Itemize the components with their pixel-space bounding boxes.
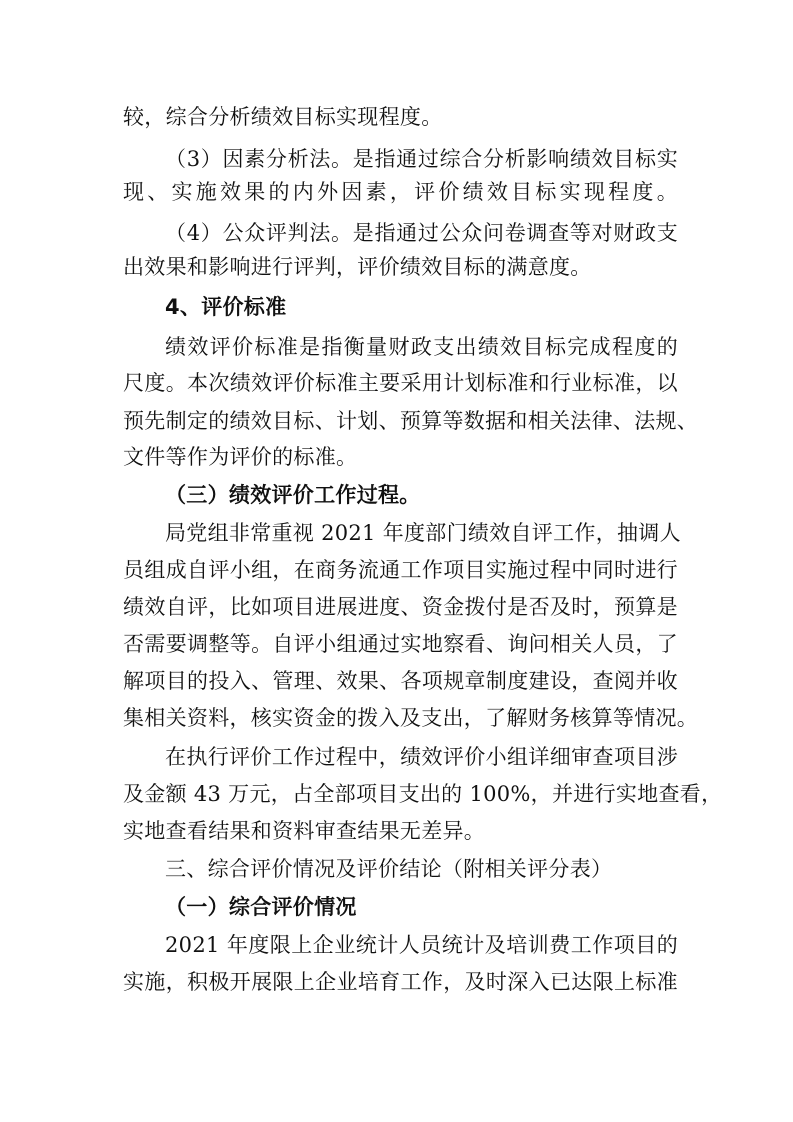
chapter-heading-note: （附相关评分表） [441, 857, 613, 881]
paragraph-line: （4）公众评判法。是指通过公众问卷调查等对财政支 [165, 221, 678, 245]
chapter-heading-title: 三、综合评价情况及评价结论 [165, 857, 442, 881]
paragraph-line: 在执行评价工作过程中，绩效评价小组详细审查项目涉 [165, 745, 678, 769]
paragraph-line: 绩效自评，比如项目进展进度、资金拨付是否及时，预算是 [123, 595, 678, 619]
paragraph-line: 2021 年度限上企业统计人员统计及培训费工作项目的 [165, 933, 678, 957]
paragraph-line: 尺度。本次绩效评价标准主要采用计划标准和行业标准，以 [123, 371, 678, 395]
paragraph-line: 局党组非常重视 2021 年度部门绩效自评工作，抽调人 [165, 521, 681, 545]
paragraph-line: 现、实施效果的内外因素，评价绩效目标实现程度。 [123, 180, 678, 204]
section-heading: （三）绩效评价工作过程。 [165, 483, 421, 507]
paragraph-line: 及金额 43 万元，占全部项目支出的 100%，并进行实地查看， [123, 782, 723, 806]
paragraph-line: 集相关资料，核实资金的拨入及支出，了解财务核算等情况。 [123, 706, 699, 730]
section-heading: 4、评价标准 [165, 295, 287, 319]
paragraph-line: 预先制定的绩效目标、计划、预算等数据和相关法律、法规、 [123, 409, 699, 433]
paragraph-line: 实施，积极开展限上企业培育工作，及时深入已达限上标准 [123, 970, 678, 994]
paragraph-line: 较，综合分析绩效目标实现程度。 [123, 105, 443, 129]
paragraph-line: 否需要调整等。自评小组通过实地察看、询问相关人员，了 [123, 632, 678, 656]
paragraph-line: （3）因素分析法。是指通过综合分析影响绩效目标实 [165, 147, 678, 171]
chapter-heading [165, 852, 678, 886]
section-heading: （一）综合评价情况 [165, 895, 357, 919]
paragraph-line: 解项目的投入、管理、效果、各项规章制度建设，查阅并收 [123, 669, 678, 693]
paragraph-line: 员组成自评小组，在商务流通工作项目实施过程中同时进行 [123, 558, 678, 582]
paragraph-line: 绩效评价标准是指衡量财政支出绩效目标完成程度的 [165, 335, 678, 359]
paragraph-line: 文件等作为评价的标准。 [123, 445, 358, 469]
paragraph-line: 实地查看结果和资料审查结果无差异。 [123, 819, 486, 843]
paragraph-line: 出效果和影响进行评判，评价绩效目标的满意度。 [123, 255, 592, 279]
